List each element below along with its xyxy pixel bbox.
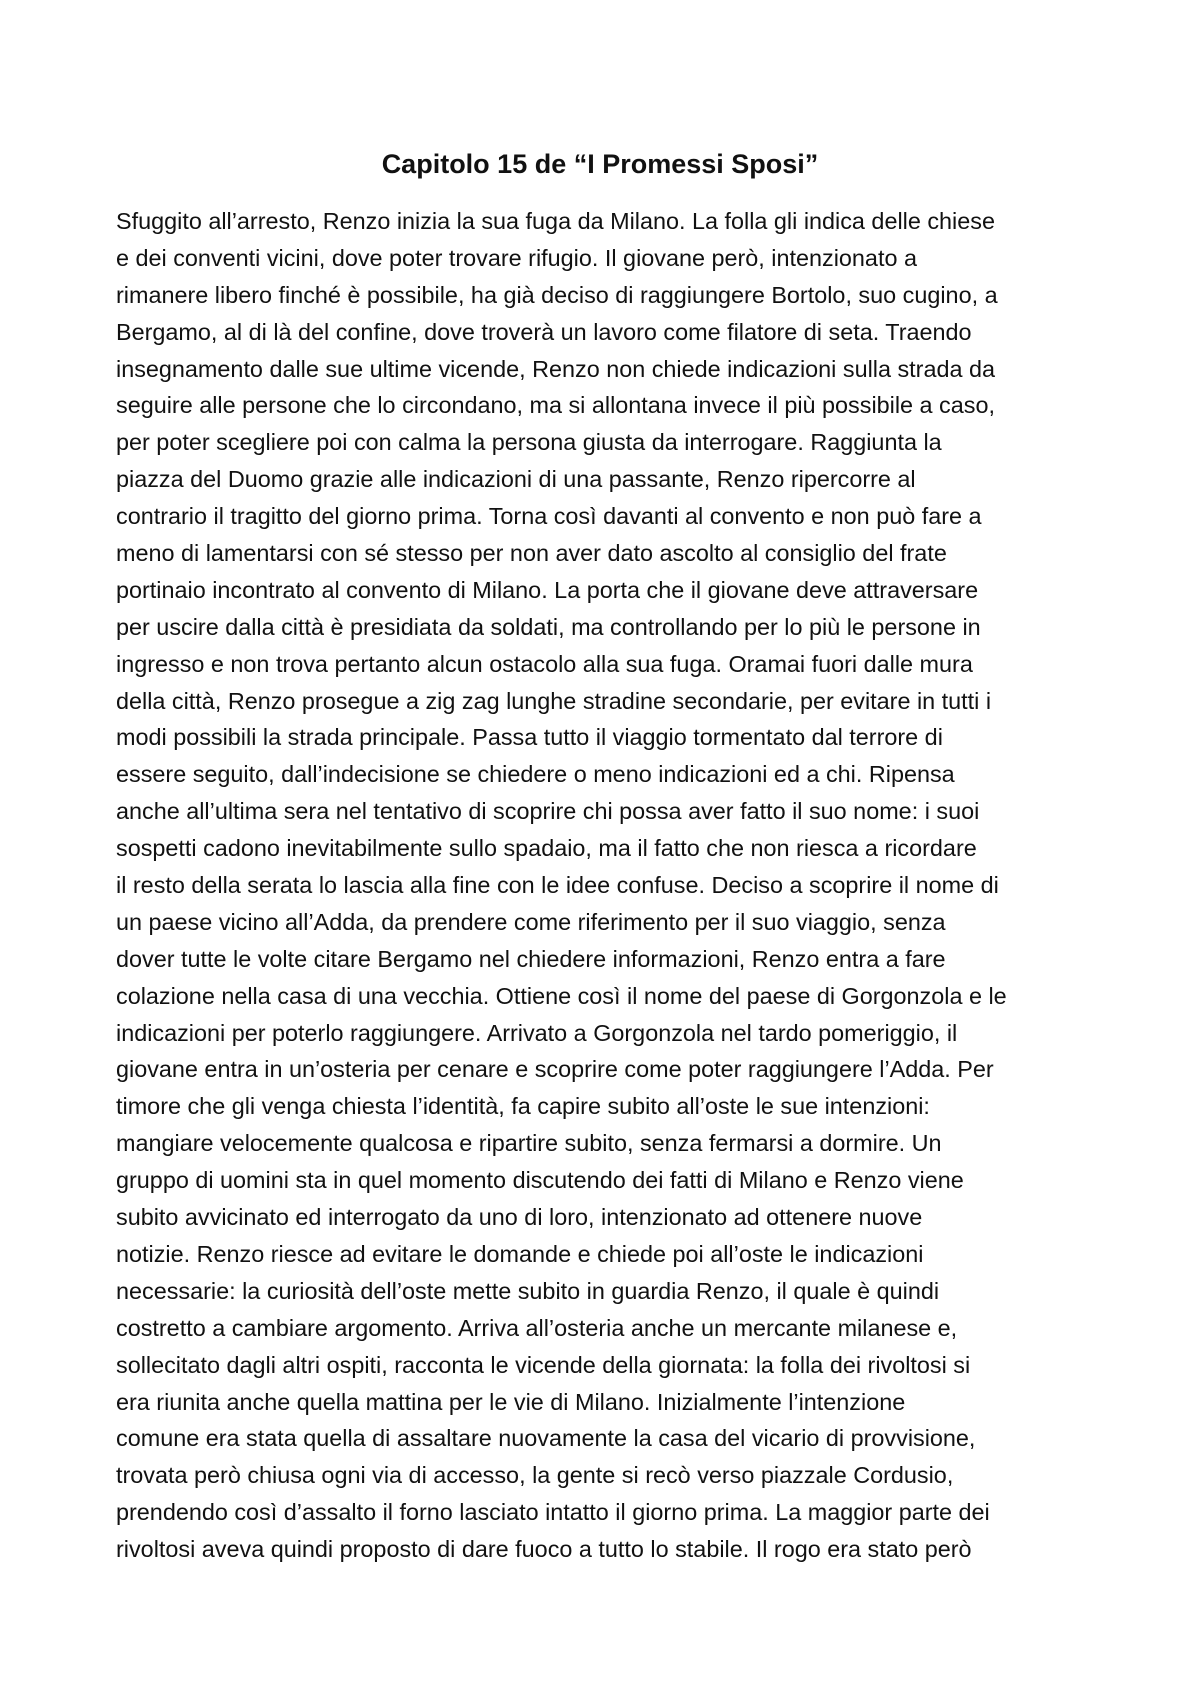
text-line: per uscire dalla città è presidiata da soldati, ma controllando per lo più le persone in xyxy=(116,613,981,640)
text-line: era riunita anche quella mattina per le vie di Milano. Inizialmente l’intenzione xyxy=(116,1388,906,1415)
text-line: per poter scegliere poi con calma la persona giusta da interrogare. Raggiunta la xyxy=(116,429,942,456)
text-line: sollecitato dagli altri ospiti, racconta le vicende della giornata: la folla dei rivoltosi si xyxy=(116,1351,971,1378)
text-line: dover tutte le volte citare Bergamo nel chiedere informazioni, Renzo entra a fare xyxy=(116,945,946,972)
text-line: e dei conventi vicini, dove poter trovare rifugio. Il giovane però, intenzionato a xyxy=(116,244,917,271)
text-line: insegnamento dalle sue ultime vicende, Renzo non chiede indicazioni sulla strada da xyxy=(116,355,995,382)
text-line: contrario il tragitto del giorno prima. Torna così davanti al convento e non può fare a xyxy=(116,503,982,530)
text-line: piazza del Duomo grazie alle indicazioni di una passante, Renzo ripercorre al xyxy=(116,466,916,493)
text-line: sospetti cadono inevitabilmente sullo spadaio, ma il fatto che non riesca a ricordare xyxy=(116,835,977,862)
text-line: Sfuggito all’arresto, Renzo inizia la sua fuga da Milano. La folla gli indica delle chiese xyxy=(116,208,995,234)
document-title: Capitolo 15 de “I Promessi Sposi” xyxy=(381,149,819,179)
text-line: necessarie: la curiosità dell’oste mette subito in guardia Renzo, il quale è quindi xyxy=(116,1277,940,1304)
text-line: ingresso e non trova pertanto alcun ostacolo alla sua fuga. Oramai fuori dalle mura xyxy=(116,650,973,677)
text-line: della città, Renzo prosegue a zig zag lunghe stradine secondarie, per evitare in tutti i xyxy=(116,687,992,714)
text-line: giovane entra in un’osteria per cenare e scoprire come poter raggiungere l’Adda. Per xyxy=(116,1056,994,1083)
text-line: subito avvicinato ed interrogato da uno di loro, intenzionato ad ottenere nuove xyxy=(116,1204,923,1231)
text-line: meno di lamentarsi con sé stesso per non aver dato ascolto al consiglio del frate xyxy=(116,540,947,567)
text-line: gruppo di uomini sta in quel momento discutendo dei fatti di Milano e Renzo viene xyxy=(116,1167,964,1194)
text-line: comune era stata quella di assaltare nuovamente la casa del vicario di provvisione, xyxy=(116,1425,976,1452)
text-line: prendendo così d’assalto il forno lasciato intatto il giorno prima. La maggior parte dei xyxy=(116,1499,990,1526)
text-line: trovata però chiusa ogni via di accesso, la gente si recò verso piazzale Cordusio, xyxy=(116,1462,954,1489)
text-line: notizie. Renzo riesce ad evitare le domande e chiede poi all’oste le indicazioni xyxy=(116,1240,924,1267)
text-line: rimanere libero finché è possibile, ha già deciso di raggiungere Bortolo, suo cugino, a xyxy=(116,281,998,308)
text-line: indicazioni per poterlo raggiungere. Arrivato a Gorgonzola nel tardo pomeriggio, il xyxy=(116,1019,958,1046)
text-line: costretto a cambiare argomento. Arriva all’osteria anche un mercante milanese e, xyxy=(116,1314,958,1341)
text-line: un paese vicino all’Adda, da prendere come riferimento per il suo viaggio, senza xyxy=(116,908,946,935)
text-line: modi possibili la strada principale. Passa tutto il viaggio tormentato dal terrore di xyxy=(116,724,943,751)
text-line: anche all’ultima sera nel tentativo di scoprire chi possa aver fatto il suo nome: i suoi xyxy=(116,798,980,825)
text-line: seguire alle persone che lo circondano, ma si allontana invece il più possibile a caso, xyxy=(116,392,995,419)
text-line: timore che gli venga chiesta l’identità, fa capire subito all’oste le sue intenzioni: xyxy=(116,1093,930,1120)
document-body xyxy=(116,203,1116,1568)
text-line: colazione nella casa di una vecchia. Ottiene così il nome del paese di Gorgonzola e le xyxy=(116,982,1007,1009)
text-line: Bergamo, al di là del confine, dove troverà un lavoro come filatore di seta. Traendo xyxy=(116,318,972,345)
text-line: portinaio incontrato al convento di Milano. La porta che il giovane deve attraversare xyxy=(116,576,979,603)
text-line: essere seguito, dall’indecisione se chiedere o meno indicazioni ed a chi. Ripensa xyxy=(116,761,955,788)
text-line: mangiare velocemente qualcosa e ripartire subito, senza fermarsi a dormire. Un xyxy=(116,1130,942,1157)
text-line: il resto della serata lo lascia alla fine con le idee confuse. Deciso a scoprire il nome di xyxy=(116,872,999,899)
text-line: rivoltosi aveva quindi proposto di dare fuoco a tutto lo stabile. Il rogo era stato però xyxy=(116,1536,972,1563)
